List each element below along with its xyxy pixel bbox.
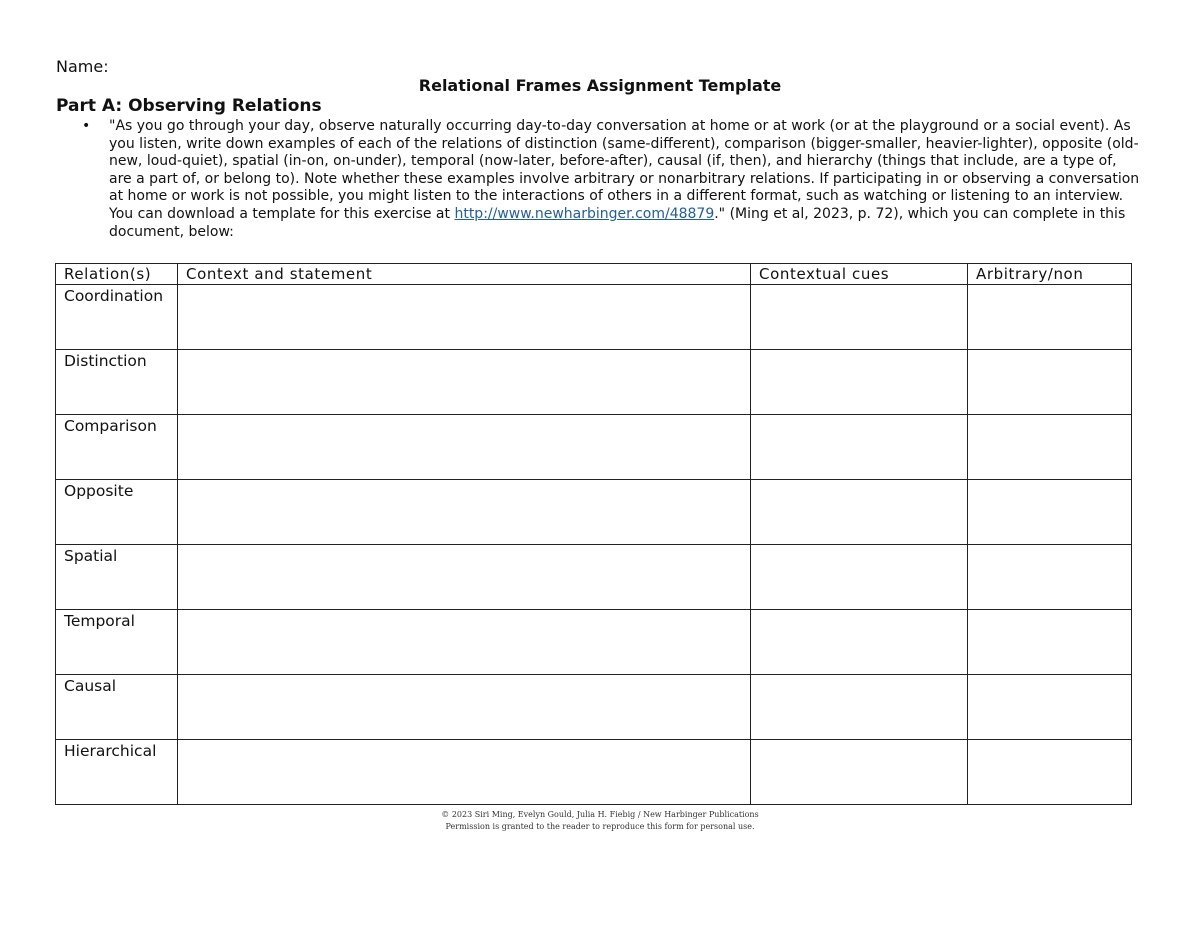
context-cell[interactable] bbox=[178, 415, 751, 480]
header-arbitrary: Arbitrary/non bbox=[968, 264, 1132, 285]
arbitrary-cell[interactable] bbox=[968, 480, 1132, 545]
table-row bbox=[56, 675, 1132, 740]
arbitrary-cell[interactable] bbox=[968, 610, 1132, 675]
name-label: Name: bbox=[56, 57, 109, 76]
permission-line: Permission is granted to the reader to reproduce this form for personal use. bbox=[445, 822, 755, 831]
copyright-line: © 2023 Siri Ming, Evelyn Gould, Julia H. Fiebig / New Harbinger Publications bbox=[441, 810, 759, 819]
arbitrary-cell[interactable] bbox=[968, 415, 1132, 480]
row-label-distinction: Distinction bbox=[56, 350, 178, 415]
context-cell[interactable] bbox=[178, 545, 751, 610]
cues-cell[interactable] bbox=[751, 285, 968, 350]
relations-table bbox=[55, 263, 1132, 805]
context-cell[interactable] bbox=[178, 740, 751, 805]
row-label-comparison: Comparison bbox=[56, 415, 178, 480]
table-header-row bbox=[56, 264, 1132, 285]
instructions-bullet bbox=[82, 118, 1142, 241]
header-context-statement: Context and statement bbox=[178, 264, 751, 285]
arbitrary-cell[interactable] bbox=[968, 740, 1132, 805]
cues-cell[interactable] bbox=[751, 350, 968, 415]
instructions-text bbox=[109, 118, 1142, 241]
bullet-icon: • bbox=[82, 118, 91, 134]
instructions-text-end: ." (Ming et al, 2023, p. 72), which you can complete in this document, below: bbox=[109, 205, 1126, 240]
cues-cell[interactable] bbox=[751, 675, 968, 740]
arbitrary-cell[interactable] bbox=[968, 285, 1132, 350]
row-label-coordination: Coordination bbox=[56, 285, 178, 350]
template-download-link[interactable]: http://www.newharbinger.com/48879 bbox=[454, 205, 715, 222]
row-label-spatial: Spatial bbox=[56, 545, 178, 610]
row-label-temporal: Temporal bbox=[56, 610, 178, 675]
cues-cell[interactable] bbox=[751, 480, 968, 545]
context-cell[interactable] bbox=[178, 350, 751, 415]
context-cell[interactable] bbox=[178, 610, 751, 675]
context-cell[interactable] bbox=[178, 480, 751, 545]
arbitrary-cell[interactable] bbox=[968, 675, 1132, 740]
cues-cell[interactable] bbox=[751, 610, 968, 675]
cues-cell[interactable] bbox=[751, 740, 968, 805]
row-label-hierarchical: Hierarchical bbox=[56, 740, 178, 805]
context-cell[interactable] bbox=[178, 675, 751, 740]
row-label-opposite: Opposite bbox=[56, 480, 178, 545]
instructions-text-start: "As you go through your day, observe naturally occurring day-to-day conversation at home or at work (or at the playground or a social event). As you listen, write down examples of each of the relations of distinction (same-different), comparison (bigger-smaller, heavier-lighter), opposite (old-new, loud-quiet), spatial (in-on, on-under), temporal (now-later, before-after), causal (if, then), and hierarchy (things that include, are a type of, are a part of, or belong to). Note whether these examples involve arbitrary or nonarbitrary relations. If participating in or observing a conversation at home or work is not possible, you might listen to the interactions of others in a different format, such as watching or listening to an interview. You can download a template for this exercise at bbox=[109, 118, 1140, 222]
table-row bbox=[56, 610, 1132, 675]
table-row bbox=[56, 285, 1132, 350]
table-row bbox=[56, 545, 1132, 610]
cues-cell[interactable] bbox=[751, 415, 968, 480]
table-row bbox=[56, 350, 1132, 415]
page-title: Relational Frames Assignment Template bbox=[418, 76, 782, 95]
row-label-causal: Causal bbox=[56, 675, 178, 740]
header-contextual-cues: Contextual cues bbox=[751, 264, 968, 285]
context-cell[interactable] bbox=[178, 285, 751, 350]
table-row bbox=[56, 740, 1132, 805]
arbitrary-cell[interactable] bbox=[968, 350, 1132, 415]
copyright-footer bbox=[440, 809, 760, 833]
cues-cell[interactable] bbox=[751, 545, 968, 610]
header-relations: Relation(s) bbox=[56, 264, 178, 285]
table-row bbox=[56, 415, 1132, 480]
part-a-heading: Part A: Observing Relations bbox=[56, 96, 322, 116]
table-row bbox=[56, 480, 1132, 545]
arbitrary-cell[interactable] bbox=[968, 545, 1132, 610]
